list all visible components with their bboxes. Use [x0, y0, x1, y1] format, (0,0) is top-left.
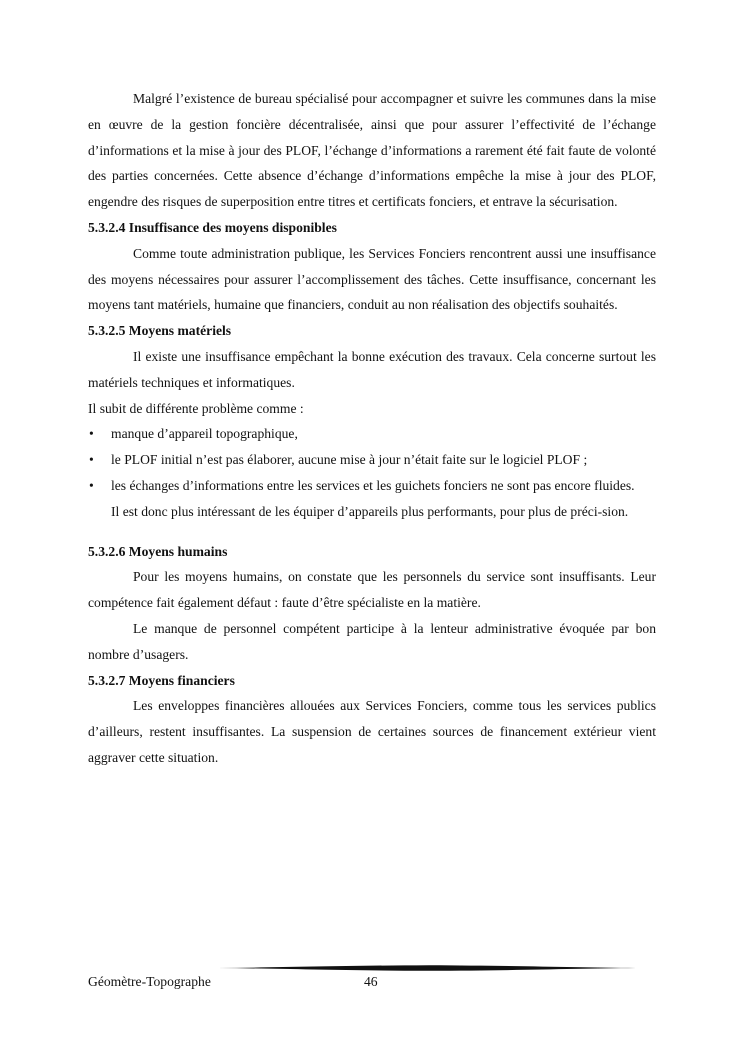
paragraph-problemes-intro: Il subit de différente problème comme :	[88, 400, 304, 416]
bullet-text: les échanges d’informations entre les services et les guichets fonciers ne sont pas encore fluides.	[111, 477, 635, 493]
bullet-text: le PLOF initial n’est pas élaborer, aucune mise à jour n’était faite sur le logiciel PLOF ;	[111, 452, 588, 468]
paragraph-moyens-financiers: Les enveloppes financières allouées aux Services Fonciers, comme tous les services publics d’ailleurs, restent insuffisantes. La suspension de certaines sources de financement extérieur vient aggraver cette situation.	[88, 698, 656, 765]
paragraph-moyens-materiels: Il existe une insuffisance empêchant la bonne exécution des travaux. Cela concerne surtout les matériels techniques et informatiques.	[88, 348, 656, 390]
heading-moyens-financiers: 5.3.2.7 Moyens financiers	[88, 672, 235, 688]
paragraph-equipement: Il est donc plus intéressant de les équiper d’appareils plus performants, pour plus de préci-sion.	[111, 503, 629, 519]
footer-page-number: 46	[364, 974, 378, 989]
paragraph-lenteur-administrative: Le manque de personnel compétent participe à la lenteur administrative évoquée par bon nombre d’usagers.	[88, 620, 656, 662]
bullet-icon: •	[89, 452, 94, 468]
list-item	[88, 473, 656, 499]
heading-moyens-materiels: 5.3.2.5 Moyens matériels	[88, 323, 232, 339]
bullet-icon: •	[89, 426, 94, 442]
list-item	[88, 447, 656, 473]
footer-document-title: Géomètre-Topographe	[88, 974, 211, 989]
bullet-text: manque d’appareil topographique,	[111, 426, 298, 442]
paragraph-insuffisance-moyens: Comme toute administration publique, les Services Fonciers rencontrent aussi une insuffisance des moyens nécessaires pour assurer l’accomplissement des tâches. Cette insuffisance, concernant les moyens tant matériels, humaine que financiers, conduit au non réalisation des objectifs souhaités.	[88, 245, 656, 313]
list-item	[88, 421, 656, 447]
page-body	[88, 86, 656, 771]
problems-bullet-list	[88, 421, 656, 498]
bullet-icon: •	[89, 477, 94, 493]
heading-moyens-humains: 5.3.2.6 Moyens humains	[88, 543, 228, 559]
heading-insuffisance-moyens: 5.3.2.4 Insuffisance des moyens disponibles	[88, 219, 337, 235]
paragraph-moyens-humains: Pour les moyens humains, on constate que les personnels du service sont insuffisants. Leur compétence fait également défaut : faute d’être spécialiste en la matière.	[88, 569, 656, 611]
footer-divider	[218, 965, 641, 971]
paragraph-plof-exchange: Malgré l’existence de bureau spécialisé pour accompagner et suivre les communes dans la mise en œuvre de la gestion foncière décentralisée, ainsi que pour assurer l’effectivité de l’échange d’informations et la mise à jour des PLOF, l’échange d’informations a rarement été fait faute de volonté des parties concernées. Cette absence d’échange d’informations empêche la mise à jour des PLOF, engendre des risques de superposition entre titres et certificats fonciers, et entrave la sécurisation.	[88, 91, 656, 210]
